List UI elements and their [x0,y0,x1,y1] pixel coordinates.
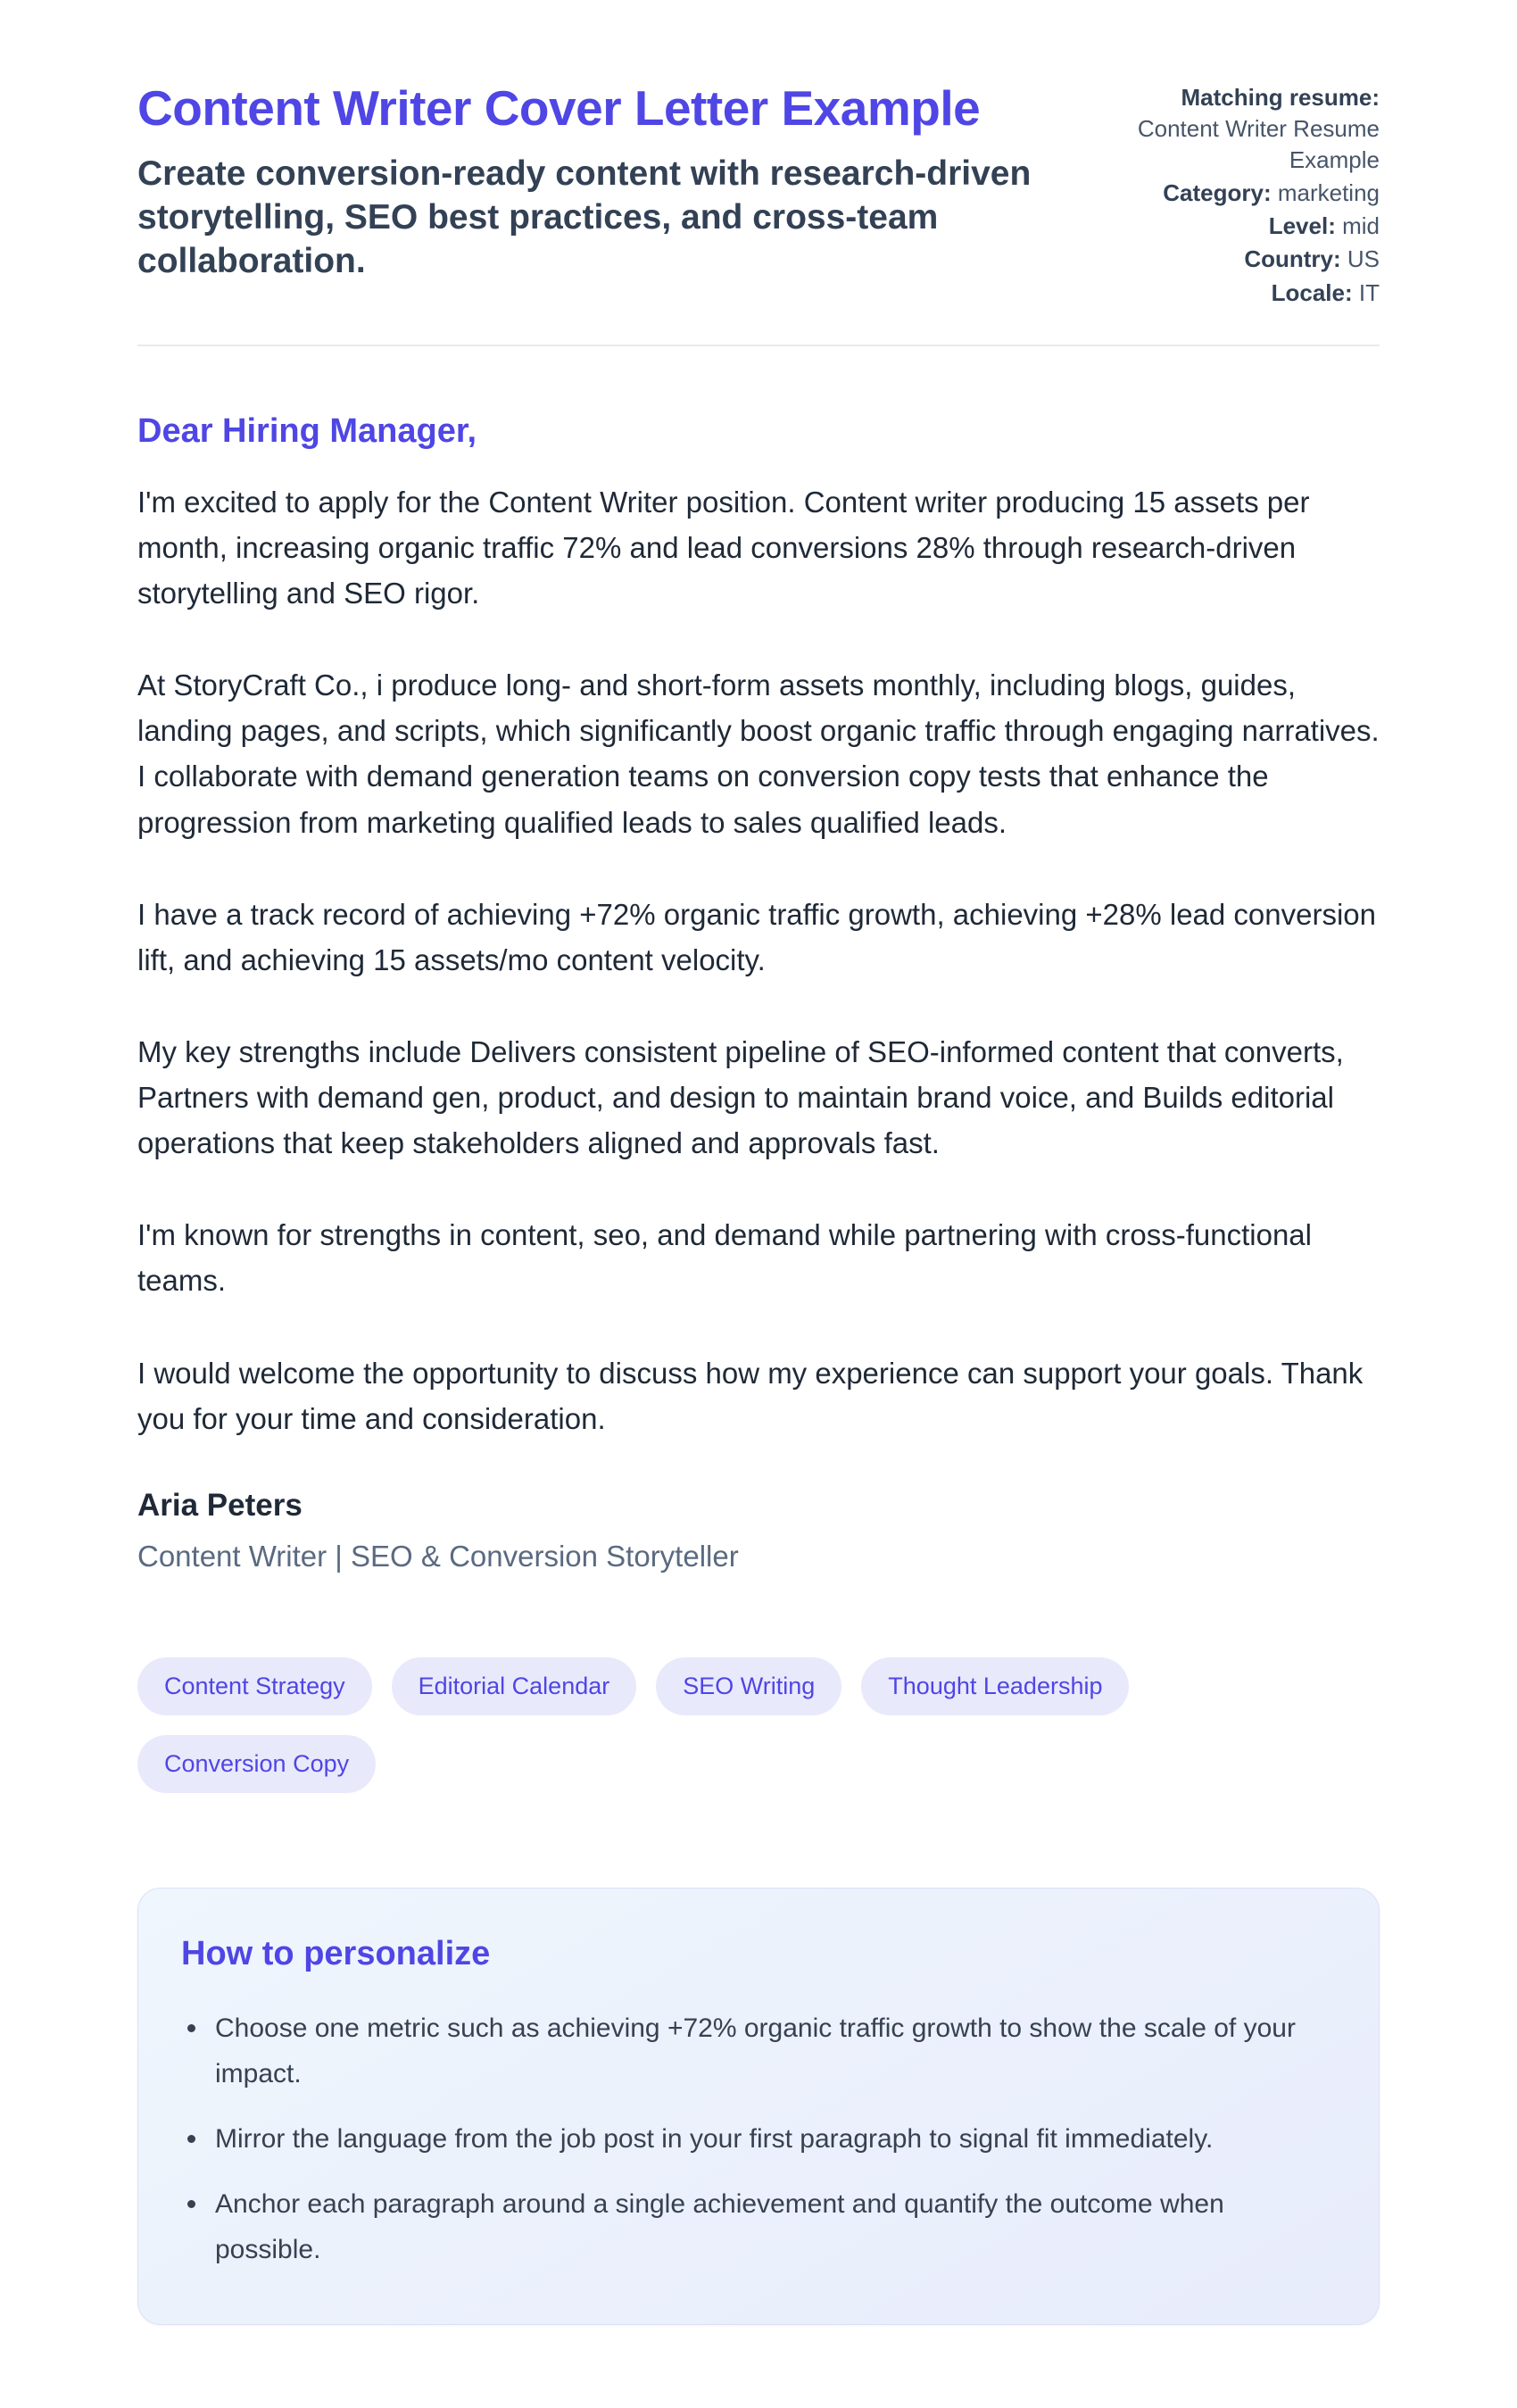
letter-body [137,479,1380,1441]
page-subtitle: Create conversion-ready content with research-driven storytelling, SEO best practices, and cross-team collaboration. [137,154,1032,280]
letter-paragraph: At StoryCraft Co., i produce long- and short-form assets monthly, including blogs, guides, landing pages, and scripts, which significantly boost organic traffic through engaging narratives. I collaborate with demand generation teams on conversion copy tests that enhance the progression from marketing qualified leads to sales qualified leads. [137,668,1380,839]
meta-label: Country: [1244,245,1341,273]
meta-item [1101,82,1380,176]
meta-label: Level: [1268,212,1336,240]
tag-pill[interactable]: Thought Leadership [861,1657,1129,1715]
meta-value: Content Writer Resume Example [1137,115,1380,174]
tag-pill[interactable]: Conversion Copy [137,1735,376,1793]
tag-pill[interactable]: Content Strategy [137,1657,372,1715]
meta-item [1101,278,1380,309]
letter-paragraph: I'm known for strengths in content, seo, and demand while partnering with cross-functional teams. [137,1218,1312,1298]
letter-paragraph: I would welcome the opportunity to discuss how my experience can support your goals. Thank you for your time and consideration. [137,1356,1364,1435]
signature [137,1488,1380,1574]
letter-paragraph: My key strengths include Delivers consistent pipeline of SEO-informed content that converts, Partners with demand gen, product, and design to maintain brand voice, and Builds editorial operations that keep stakeholders aligned and approvals fast. [137,1034,1344,1160]
cover-letter [137,412,1380,1574]
content-container [137,0,1380,2379]
personalize-title: How to personalize [181,1934,491,1972]
personalize-list [181,2005,1336,2272]
meta-label: Locale: [1271,278,1353,306]
signature-name: Aria Peters [137,1487,303,1523]
meta-value: IT [1358,278,1380,306]
personalize-item: Mirror the language from the job post in your first paragraph to signal fit immediately. [181,2116,1336,2162]
personalize-item: Choose one metric such as achieving +72% organic traffic growth to show the scale of your impact. [181,2005,1336,2097]
meta-label: Matching resume: [1181,84,1380,111]
divider [137,345,1380,346]
tag-list [137,1657,1380,1793]
letter-paragraph: I'm excited to apply for the Content Writer position. Content writer producing 15 assets per month, increasing organic traffic 72% and lead conversions 28% through research-driven storytelling and SEO rigor. [137,485,1310,610]
personalize-card [137,1888,1380,2325]
personalize-item: Anchor each paragraph around a single achievement and quantify the outcome when possible. [181,2181,1336,2272]
meta-item [1101,211,1380,242]
header [137,79,1380,311]
meta-value: US [1347,245,1380,273]
page-title: Content Writer Cover Letter Example [137,80,981,136]
tag-pill[interactable]: Editorial Calendar [392,1657,637,1715]
meta-value: mid [1342,212,1380,240]
meta-label: Category: [1163,179,1272,207]
header-left [137,79,1074,283]
meta-item [1101,178,1380,209]
greeting: Dear Hiring Manager, [137,411,477,450]
tag-pill[interactable]: SEO Writing [656,1657,841,1715]
meta-value: marketing [1277,179,1380,207]
meta-item [1101,244,1380,275]
meta-block [1101,79,1380,311]
signature-role: Content Writer | SEO & Conversion Storyteller [137,1539,739,1573]
letter-paragraph: I have a track record of achieving +72% organic traffic growth, achieving +28% lead conversion lift, and achieving 15 assets/mo content velocity. [137,897,1377,976]
